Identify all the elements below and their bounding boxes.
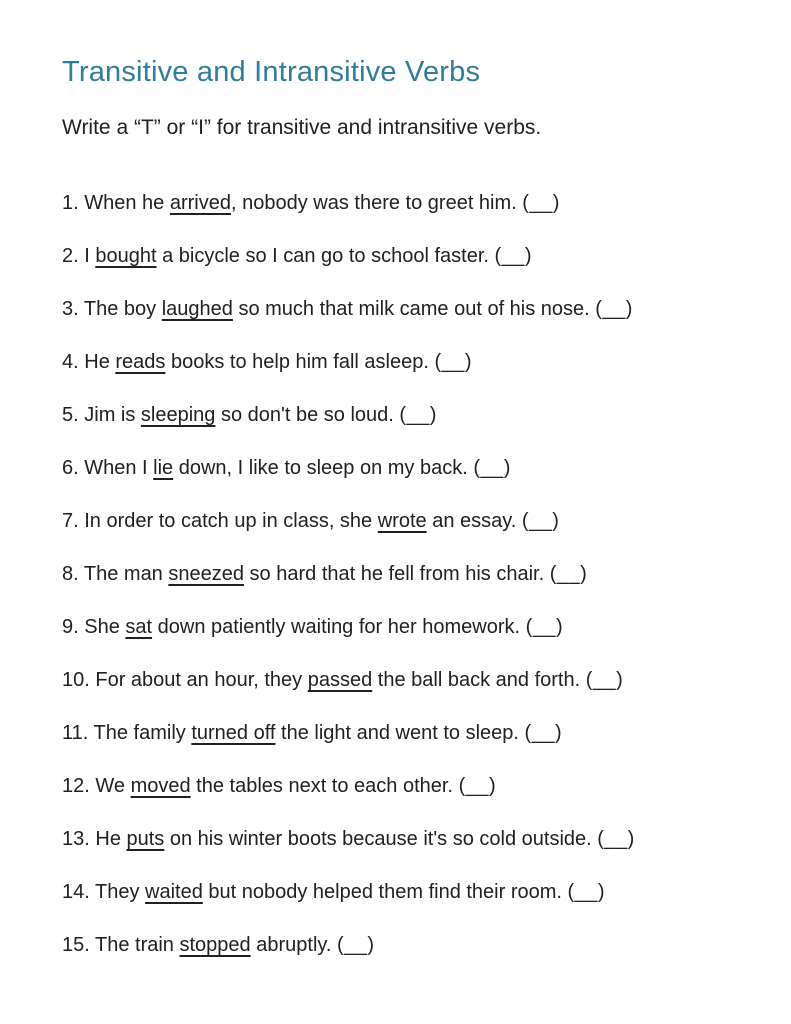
- answer-blank: (__): [597, 828, 635, 851]
- underlined-verb: puts: [126, 828, 165, 851]
- answer-blank: (__): [524, 722, 563, 745]
- answer-blank: (__): [567, 881, 606, 904]
- sentence-post: a bicycle so I can go to school faster.: [156, 245, 495, 268]
- underlined-verb: arrived: [169, 192, 231, 215]
- instructions-text: Write a “T” or “I” for transitive and intransitive verbs.: [62, 115, 542, 139]
- sentence-row-13: [62, 828, 751, 851]
- underlined-verb: moved: [130, 775, 191, 798]
- answer-blank: (__): [337, 934, 375, 957]
- sentence-row-7: [62, 510, 751, 533]
- sentence-post: the tables next to each other.: [190, 775, 459, 798]
- sentence-post: down, I like to sleep on my back.: [173, 457, 474, 480]
- sentence-post: so don't be so loud.: [215, 404, 400, 427]
- sentence-post: an essay.: [426, 510, 522, 533]
- sentence-post: but nobody helped them find their room.: [202, 881, 568, 904]
- sentence-pre: The family: [88, 722, 192, 745]
- sentence-pre: They: [89, 881, 146, 904]
- sentence-pre: Jim is: [78, 404, 141, 427]
- sentence-row-9: [62, 616, 751, 639]
- sentence-row-6: [62, 457, 751, 480]
- sentence-number: 14.: [62, 881, 90, 904]
- answer-blank: (__): [458, 775, 497, 798]
- answer-blank: (__): [473, 457, 511, 480]
- page-title: Transitive and Intransitive Verbs: [62, 56, 481, 88]
- sentence-number: 12.: [62, 775, 90, 798]
- underlined-verb: lie: [153, 457, 174, 480]
- underlined-verb: wrote: [377, 510, 427, 533]
- sentence-row-4: [62, 351, 751, 374]
- sentence-row-15: [62, 934, 751, 957]
- sentence-list: [62, 192, 751, 957]
- underlined-verb: sat: [125, 616, 153, 639]
- sentence-pre: When he: [78, 192, 170, 215]
- sentence-row-1: [62, 192, 751, 215]
- sentence-number: 4.: [62, 351, 79, 374]
- sentence-number: 5.: [62, 404, 79, 427]
- sentence-pre: In order to catch up in class, she: [78, 510, 378, 533]
- answer-blank: (__): [595, 298, 633, 321]
- sentence-pre: We: [89, 775, 131, 798]
- sentence-post: so much that milk came out of his nose.: [232, 298, 596, 321]
- underlined-verb: passed: [307, 669, 373, 692]
- sentence-pre: For about an hour, they: [89, 669, 308, 692]
- sentence-row-14: [62, 881, 751, 904]
- sentence-post: on his winter boots because it's so cold outside.: [164, 828, 598, 851]
- answer-blank: (__): [525, 616, 564, 639]
- underlined-verb: bought: [95, 245, 157, 268]
- answer-blank: (__): [549, 563, 588, 586]
- sentence-pre: The train: [89, 934, 180, 957]
- sentence-number: 10.: [62, 669, 90, 692]
- sentence-number: 9.: [62, 616, 79, 639]
- sentence-pre: She: [78, 616, 126, 639]
- sentence-row-12: [62, 775, 751, 798]
- sentence-row-10: [62, 669, 751, 692]
- answer-blank: (__): [494, 245, 533, 268]
- underlined-verb: sneezed: [168, 563, 244, 586]
- underlined-verb: reads: [115, 351, 166, 374]
- sentence-post: so hard that he fell from his chair.: [244, 563, 550, 586]
- sentence-number: 2.: [62, 245, 79, 268]
- sentence-number: 8.: [62, 563, 79, 586]
- sentence-number: 3.: [62, 298, 79, 321]
- underlined-verb: laughed: [161, 298, 233, 321]
- sentence-post: the ball back and forth.: [372, 669, 586, 692]
- sentence-post: down patiently waiting for her homework.: [152, 616, 526, 639]
- sentence-number: 13.: [62, 828, 90, 851]
- answer-blank: (__): [585, 669, 624, 692]
- sentence-number: 15.: [62, 934, 90, 957]
- answer-blank: (__): [434, 351, 473, 374]
- sentence-row-5: [62, 404, 751, 427]
- sentence-pre: The boy: [78, 298, 162, 321]
- sentence-number: 7.: [62, 510, 79, 533]
- sentence-row-8: [62, 563, 751, 586]
- sentence-number: 11.: [62, 722, 89, 745]
- sentence-row-2: [62, 245, 751, 268]
- sentence-pre: He: [89, 828, 127, 851]
- answer-blank: (__): [399, 404, 437, 427]
- sentence-row-11: [62, 722, 751, 745]
- sentence-row-3: [62, 298, 751, 321]
- sentence-post: , nobody was there to greet him.: [231, 192, 523, 215]
- sentence-post: abruptly.: [250, 934, 338, 957]
- sentence-pre: I: [78, 245, 96, 268]
- underlined-verb: sleeping: [140, 404, 216, 427]
- underlined-verb: waited: [145, 881, 203, 904]
- sentence-pre: The man: [78, 563, 169, 586]
- answer-blank: (__): [522, 192, 560, 215]
- underlined-verb: turned off: [191, 722, 276, 745]
- answer-blank: (__): [521, 510, 560, 533]
- sentence-pre: He: [78, 351, 116, 374]
- sentence-number: 6.: [62, 457, 79, 480]
- sentence-pre: When I: [78, 457, 154, 480]
- underlined-verb: stopped: [179, 934, 251, 957]
- sentence-post: the light and went to sleep.: [275, 722, 525, 745]
- sentence-number: 1.: [62, 192, 79, 215]
- sentence-post: books to help him fall asleep.: [165, 351, 435, 374]
